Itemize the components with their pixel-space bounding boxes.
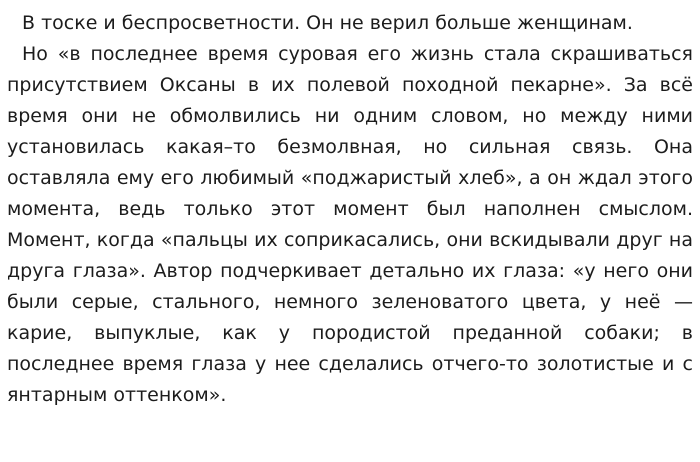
- document-body: [7, 8, 693, 411]
- paragraph-2: Но «в последнее время суровая его жизнь стала скрашиваться присутствием Оксаны в их полевой походной пекарне». За всё время они не обмолвились ни одним словом, но между ними установилась какая–то безмолвная, но сильная связь. Она оставляла ему его любимый «поджаристый хлеб», а он ждал этого момента, ведь только этот момент был наполнен смыслом. Момент, когда «пальцы их соприкасались, они вскидывали друг на друга глаза». Автор подчеркивает детально их глаза: «у него они были серые, стального, немного зеленоватого цвета, у неё — карие, выпуклые, как у породистой преданной собаки; в последнее время глаза у нее сделались отчего-то золотистые и с янтарным оттенком».: [7, 43, 693, 406]
- paragraph-1: В тоске и беспросветности. Он не верил больше женщинам.: [22, 12, 633, 34]
